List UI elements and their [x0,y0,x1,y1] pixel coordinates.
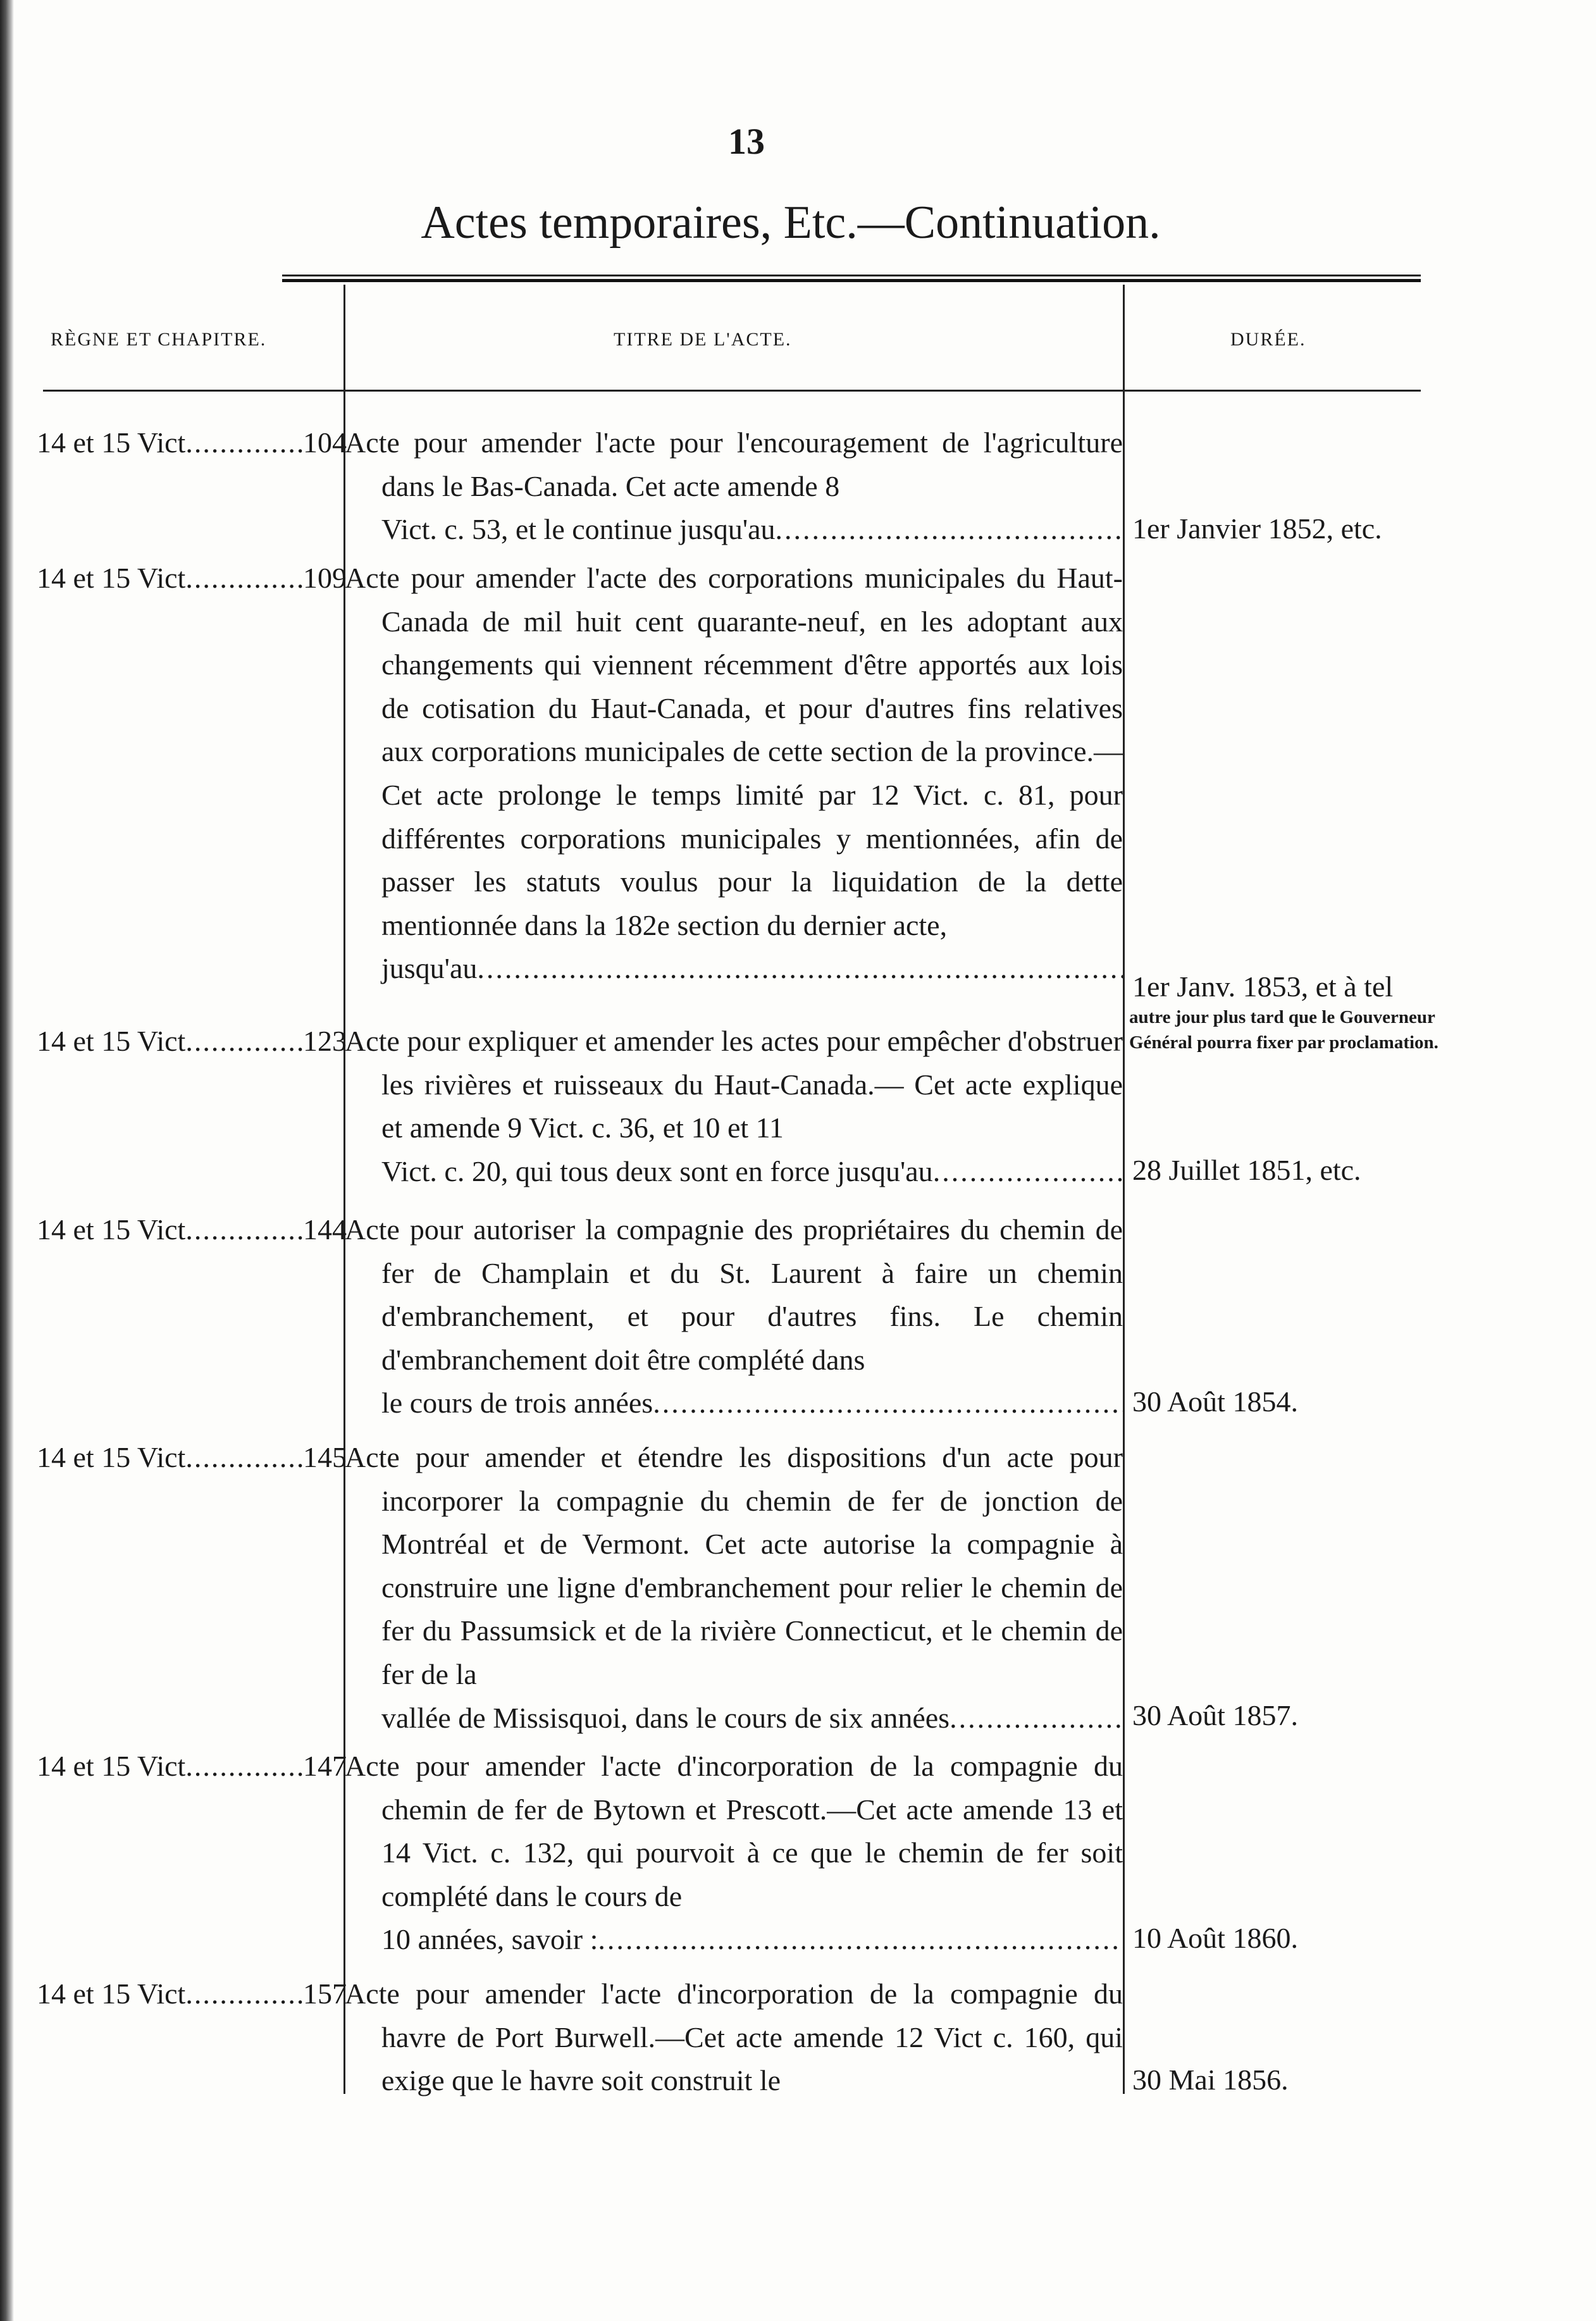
duree-cell: 10 Août 1860. [1132,1922,1298,1954]
page-binding-edge [0,0,14,2321]
titre-cell: Acte pour autoriser la compagnie des propriétaires du chemin de fer de Champlain et du St. Laurent à faire un chemin d'embranchement, et pour d'autres fins. Le chemin d'embranchement doit être complété dans le cours de trois années ..... [345,1208,1123,1425]
header-rule [43,390,1421,392]
regne-cell: 14 et 15 Vict ..... 123 [37,1020,347,1063]
page-number: 13 [728,121,765,162]
column-header-regne: RÈGNE ET CHAPITRE. [51,329,267,350]
column-divider-right [1123,285,1125,2094]
column-header-duree: DURÉE. [1230,329,1306,350]
duree-note: autre jour plus tard que le Gouverneur Général pourra fixer par proclamation. [1129,1007,1438,1053]
regne-cell: 14 et 15 Vict ..... 144 [37,1208,347,1251]
column-header-titre: TITRE DE L'ACTE. [614,329,792,350]
top-rule-thin [282,275,1421,276]
titre-cell: Acte pour amender et étendre les dispositions d'un acte pour incorporer la compagnie du chemin de fer de jonction de Montréal et de Vermont. Cet acte autorise la compagnie à construire une ligne d'embranchement pour relier le chemin de fer du Passumsick et de la rivière Connecticut, et le chemin de fer de la vallée de Missisquoi, dans le cours de six années ..... [345,1436,1123,1740]
regne-cell: 14 et 15 Vict ..... 147 [37,1745,347,1788]
duree-cell: 30 Mai 1856. [1132,2064,1289,2096]
duree-cell: 28 Juillet 1851, etc. [1132,1154,1361,1186]
titre-cell: Acte pour amender l'acte pour l'encouragement de l'agriculture dans le Bas-Canada. Cet acte amende 8 Vict. c. 53, et le continue jusqu'au ..... [345,421,1123,552]
top-rule-thick [282,279,1421,282]
regne-cell: 14 et 15 Vict ..... 157 [37,1972,347,2015]
page-title: Actes temporaires, Etc.—Continuation. [421,197,1161,249]
duree-cell: 1er Janv. 1853, et à tel [1132,970,1394,1003]
regne-cell: 14 et 15 Vict ..... 104 [37,421,347,464]
duree-cell: 1er Janvier 1852, etc. [1132,512,1382,545]
regne-cell: 14 et 15 Vict ..... 145 [37,1436,347,1479]
duree-cell: 30 Août 1854. [1132,1385,1298,1418]
duree-cell: 30 Août 1857. [1132,1699,1298,1731]
titre-cell: Acte pour amender l'acte d'incorporation de la compagnie du chemin de fer de Bytown et Prescott.—Cet acte amende 13 et 14 Vict. c. 132, qui pourvoit à ce que le chemin de fer soit complété dans le cours de 10 années, savoir : ..... [345,1745,1123,1962]
titre-cell: Acte pour expliquer et amender les actes pour empêcher d'obstruer les rivières et ruisseaux du Haut-Canada.— Cet acte explique et amende 9 Vict. c. 36, et 10 et 11 Vict. c. 20, qui tous deux sont en force jusqu'au ..... [345,1020,1123,1193]
titre-cell: Acte pour amender l'acte des corporations municipales du Haut-Canada de mil huit cent quarante-neuf, en les adoptant aux changements qui viennent récemment d'être apportés aux lois de cotisation du Haut-Canada, et pour d'autres fins relatives aux corporations municipales de cette section de la province.—Cet acte prolonge le temps limité par 12 Vict. c. 81, pour différentes corporations municipales y mentionnées, afin de passer les statuts voulus pour la liquidation de la dette mentionnée dans la 182e section du dernier acte, jusqu'au ..... [345,557,1123,991]
regne-cell: 14 et 15 Vict ..... 109 [37,557,347,600]
titre-cell: Acte pour amender l'acte d'incorporation de la compagnie du havre de Port Burwell.—Cet acte amende 12 Vict c. 160, qui exige que le havre soit construit le [345,1977,1123,2097]
